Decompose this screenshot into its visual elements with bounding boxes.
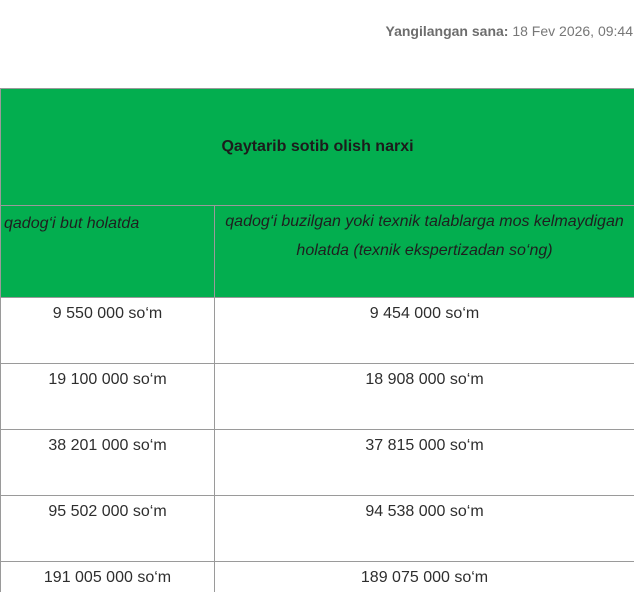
table-row — [1, 364, 634, 430]
last-updated — [386, 23, 633, 39]
table-row — [1, 430, 634, 496]
price-damaged: 37 815 000 so‘m — [215, 430, 634, 496]
table-header-row — [1, 206, 634, 298]
price-damaged: 18 908 000 so‘m — [215, 364, 634, 430]
column-header-intact: qadog‘i but holatda — [1, 206, 215, 298]
last-updated-value: 18 Fev 2026, 09:44 — [512, 23, 633, 39]
table-row — [1, 562, 634, 592]
price-damaged: 189 075 000 so‘m — [215, 562, 634, 592]
price-intact: 9 550 000 so‘m — [1, 298, 215, 364]
price-intact: 191 005 000 so‘m — [1, 562, 215, 592]
last-updated-label: Yangilangan sana: — [385, 23, 509, 39]
table-row — [1, 496, 634, 562]
price-intact: 38 201 000 so‘m — [1, 430, 215, 496]
price-damaged: 94 538 000 so‘m — [215, 496, 634, 562]
price-intact: 19 100 000 so‘m — [1, 364, 215, 430]
table-row — [1, 298, 634, 364]
buyback-price-table — [0, 88, 634, 592]
table-title: Qaytarib sotib olish narxi — [1, 89, 634, 206]
price-damaged: 9 454 000 so‘m — [215, 298, 634, 364]
table-title-row — [1, 89, 634, 206]
price-intact: 95 502 000 so‘m — [1, 496, 215, 562]
column-header-damaged: qadog‘i buzilgan yoki texnik talablarga mos kelmaydigan holatda (texnik ekspertizadan so‘ng) — [215, 206, 634, 298]
